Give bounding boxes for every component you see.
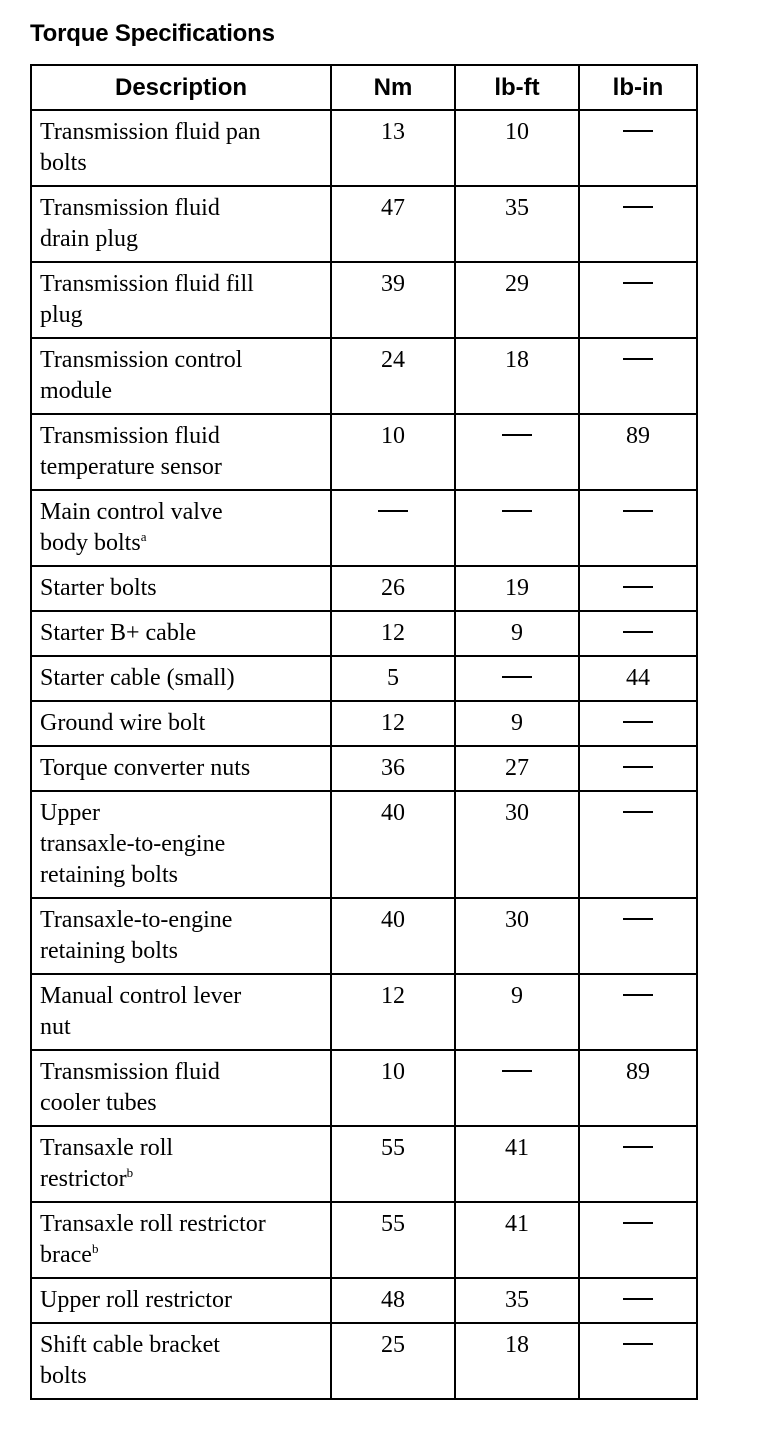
value-text: 13 xyxy=(381,119,405,145)
value-text: 9 xyxy=(511,710,523,736)
description-text: Transmission control xyxy=(40,347,243,373)
table-row xyxy=(31,746,697,791)
table-row xyxy=(31,1278,697,1323)
table-row xyxy=(31,110,697,186)
description-text: Transaxle-to-engine xyxy=(40,907,233,933)
value-text: 47 xyxy=(381,195,405,221)
lbin-value-cell xyxy=(579,656,697,701)
description-text: Upper roll restrictor xyxy=(40,1287,232,1313)
value-text: 12 xyxy=(381,710,405,736)
lbft-value-cell xyxy=(455,1323,579,1399)
dash-no-value xyxy=(623,1222,653,1224)
value-text: 48 xyxy=(381,1287,405,1313)
table-body xyxy=(31,110,697,1399)
description-cell xyxy=(31,746,331,791)
description-line xyxy=(40,1164,324,1195)
value-text: 18 xyxy=(505,1332,529,1358)
lbft-value-cell xyxy=(455,1278,579,1323)
lbft-value-cell xyxy=(455,611,579,656)
page-title: Torque Specifications xyxy=(30,20,275,47)
column-header-description: Description xyxy=(31,65,331,110)
nm-value-cell xyxy=(331,898,455,974)
value-text: 27 xyxy=(505,755,529,781)
dash-no-value xyxy=(623,631,653,633)
description-line xyxy=(40,573,324,604)
lbin-value-cell xyxy=(579,746,697,791)
dash-no-value xyxy=(623,766,653,768)
dash-no-value xyxy=(502,676,532,678)
description-text: Transmission fluid xyxy=(40,1059,220,1085)
nm-value-cell xyxy=(331,338,455,414)
value-text: 44 xyxy=(626,665,650,691)
dash-no-value xyxy=(623,1343,653,1345)
description-text: Torque converter nuts xyxy=(40,755,251,781)
lbin-value-cell xyxy=(579,1202,697,1278)
description-text: bolts xyxy=(40,1363,87,1389)
description-text: nut xyxy=(40,1014,71,1040)
lbin-value-cell xyxy=(579,701,697,746)
description-line xyxy=(40,829,324,860)
value-text: 89 xyxy=(626,423,650,449)
description-text: Main control valve xyxy=(40,499,223,525)
lbft-value-cell xyxy=(455,656,579,701)
table-row xyxy=(31,566,697,611)
lbin-value-cell xyxy=(579,262,697,338)
value-text: 89 xyxy=(626,1059,650,1085)
lbft-value-cell xyxy=(455,1202,579,1278)
description-cell xyxy=(31,186,331,262)
description-line xyxy=(40,376,324,407)
description-cell xyxy=(31,1278,331,1323)
description-line xyxy=(40,528,324,559)
nm-value-cell xyxy=(331,262,455,338)
description-line xyxy=(40,497,324,528)
description-line xyxy=(40,798,324,829)
dash-no-value xyxy=(502,434,532,436)
lbft-value-cell xyxy=(455,110,579,186)
dash-no-value xyxy=(623,1298,653,1300)
lbin-value-cell xyxy=(579,186,697,262)
lbin-value-cell xyxy=(579,611,697,656)
description-text: Starter cable (small) xyxy=(40,665,235,691)
lbin-value-cell xyxy=(579,338,697,414)
lbin-value-cell xyxy=(579,414,697,490)
nm-value-cell xyxy=(331,611,455,656)
column-header-lbft: lb-ft xyxy=(455,65,579,110)
lbft-value-cell xyxy=(455,898,579,974)
dash-no-value xyxy=(502,1070,532,1072)
column-header-nm: Nm xyxy=(331,65,455,110)
lbft-value-cell xyxy=(455,262,579,338)
description-line xyxy=(40,753,324,784)
description-line xyxy=(40,663,324,694)
lbin-value-cell xyxy=(579,1050,697,1126)
value-text: 35 xyxy=(505,1287,529,1313)
table-row xyxy=(31,974,697,1050)
table-row xyxy=(31,611,697,656)
description-line xyxy=(40,193,324,224)
description-text: Transmission fluid xyxy=(40,423,220,449)
lbft-value-cell xyxy=(455,1050,579,1126)
description-text: cooler tubes xyxy=(40,1090,157,1116)
description-line xyxy=(40,1330,324,1361)
lbft-value-cell xyxy=(455,791,579,898)
nm-value-cell xyxy=(331,656,455,701)
nm-value-cell xyxy=(331,490,455,566)
value-text: 30 xyxy=(505,800,529,826)
value-text: 35 xyxy=(505,195,529,221)
value-text: 29 xyxy=(505,271,529,297)
description-cell xyxy=(31,1202,331,1278)
description-text: drain plug xyxy=(40,226,138,252)
lbft-value-cell xyxy=(455,414,579,490)
description-cell xyxy=(31,1323,331,1399)
description-cell xyxy=(31,656,331,701)
dash-no-value xyxy=(623,206,653,208)
description-text: Upper xyxy=(40,800,100,826)
value-text: 25 xyxy=(381,1332,405,1358)
nm-value-cell xyxy=(331,1126,455,1202)
description-line xyxy=(40,1285,324,1316)
table-row xyxy=(31,338,697,414)
lbin-value-cell xyxy=(579,490,697,566)
dash-no-value xyxy=(623,358,653,360)
dash-no-value xyxy=(623,282,653,284)
table-row xyxy=(31,490,697,566)
value-text: 9 xyxy=(511,620,523,646)
description-cell xyxy=(31,974,331,1050)
lbin-value-cell xyxy=(579,1126,697,1202)
table-row xyxy=(31,262,697,338)
lbft-value-cell xyxy=(455,566,579,611)
description-line xyxy=(40,300,324,331)
description-cell xyxy=(31,490,331,566)
value-text: 40 xyxy=(381,907,405,933)
value-text: 26 xyxy=(381,575,405,601)
table-row xyxy=(31,1202,697,1278)
nm-value-cell xyxy=(331,746,455,791)
description-line xyxy=(40,905,324,936)
value-text: 10 xyxy=(381,423,405,449)
description-text: temperature sensor xyxy=(40,454,222,480)
description-cell xyxy=(31,701,331,746)
lbin-value-cell xyxy=(579,110,697,186)
description-line xyxy=(40,936,324,967)
dash-no-value xyxy=(623,586,653,588)
lbin-value-cell xyxy=(579,1323,697,1399)
dash-no-value xyxy=(623,811,653,813)
nm-value-cell xyxy=(331,1323,455,1399)
value-text: 40 xyxy=(381,800,405,826)
table-row xyxy=(31,656,697,701)
value-text: 30 xyxy=(505,907,529,933)
description-line xyxy=(40,224,324,255)
value-text: 18 xyxy=(505,347,529,373)
footnote-marker: b xyxy=(91,1241,99,1256)
table-row xyxy=(31,1323,697,1399)
value-text: 10 xyxy=(505,119,529,145)
description-line xyxy=(40,148,324,179)
description-cell xyxy=(31,414,331,490)
nm-value-cell xyxy=(331,186,455,262)
dash-no-value xyxy=(623,994,653,996)
value-text: 9 xyxy=(511,983,523,1009)
description-text: Transmission fluid fill xyxy=(40,271,254,297)
nm-value-cell xyxy=(331,110,455,186)
dash-no-value xyxy=(502,510,532,512)
description-cell xyxy=(31,611,331,656)
description-line xyxy=(40,117,324,148)
description-line xyxy=(40,860,324,891)
table-row xyxy=(31,898,697,974)
description-text: Starter bolts xyxy=(40,575,157,601)
description-text: plug xyxy=(40,302,83,328)
value-text: 5 xyxy=(387,665,399,691)
value-text: 55 xyxy=(381,1211,405,1237)
value-text: 12 xyxy=(381,620,405,646)
description-text: Starter B+ cable xyxy=(40,620,197,646)
nm-value-cell xyxy=(331,1050,455,1126)
lbft-value-cell xyxy=(455,701,579,746)
description-text: bolts xyxy=(40,150,87,176)
value-text: 41 xyxy=(505,1211,529,1237)
lbin-value-cell xyxy=(579,566,697,611)
lbft-value-cell xyxy=(455,746,579,791)
description-line xyxy=(40,1240,324,1271)
description-cell xyxy=(31,898,331,974)
torque-spec-table xyxy=(30,64,698,1400)
dash-no-value xyxy=(623,130,653,132)
description-line xyxy=(40,618,324,649)
description-cell xyxy=(31,791,331,898)
description-text: Transaxle roll xyxy=(40,1135,174,1161)
value-text: 24 xyxy=(381,347,405,373)
lbin-value-cell xyxy=(579,898,697,974)
table-header-row xyxy=(31,65,697,110)
description-text: Shift cable bracket xyxy=(40,1332,220,1358)
lbft-value-cell xyxy=(455,490,579,566)
description-text: transaxle-to-engine xyxy=(40,831,226,857)
description-line xyxy=(40,1361,324,1392)
description-line xyxy=(40,1012,324,1043)
description-cell xyxy=(31,566,331,611)
nm-value-cell xyxy=(331,566,455,611)
footnote-marker: a xyxy=(140,529,147,544)
nm-value-cell xyxy=(331,1278,455,1323)
description-line xyxy=(40,981,324,1012)
column-header-lbin: lb-in xyxy=(579,65,697,110)
description-line xyxy=(40,345,324,376)
table-row xyxy=(31,701,697,746)
description-cell xyxy=(31,110,331,186)
description-line xyxy=(40,1133,324,1164)
nm-value-cell xyxy=(331,1202,455,1278)
nm-value-cell xyxy=(331,414,455,490)
description-cell xyxy=(31,338,331,414)
lbft-value-cell xyxy=(455,338,579,414)
description-text: Transaxle roll restrictor xyxy=(40,1211,266,1237)
lbin-value-cell xyxy=(579,791,697,898)
description-text: Transmission fluid pan xyxy=(40,119,261,145)
dash-no-value xyxy=(378,510,408,512)
dash-no-value xyxy=(623,721,653,723)
value-text: 10 xyxy=(381,1059,405,1085)
table-row xyxy=(31,1126,697,1202)
nm-value-cell xyxy=(331,701,455,746)
value-text: 19 xyxy=(505,575,529,601)
description-cell xyxy=(31,1050,331,1126)
description-line xyxy=(40,708,324,739)
description-text: Transmission fluid xyxy=(40,195,220,221)
lbin-value-cell xyxy=(579,1278,697,1323)
lbft-value-cell xyxy=(455,1126,579,1202)
dash-no-value xyxy=(623,1146,653,1148)
dash-no-value xyxy=(623,510,653,512)
footnote-marker: b xyxy=(126,1165,134,1180)
value-text: 39 xyxy=(381,271,405,297)
description-text: brace xyxy=(40,1242,92,1268)
description-text: retaining bolts xyxy=(40,938,178,964)
description-line xyxy=(40,452,324,483)
nm-value-cell xyxy=(331,974,455,1050)
description-text: restrictor xyxy=(40,1166,127,1192)
description-text: Ground wire bolt xyxy=(40,710,206,736)
description-line xyxy=(40,1088,324,1119)
lbft-value-cell xyxy=(455,974,579,1050)
description-text: module xyxy=(40,378,112,404)
description-line xyxy=(40,269,324,300)
table-row xyxy=(31,791,697,898)
description-line xyxy=(40,1057,324,1088)
value-text: 12 xyxy=(381,983,405,1009)
description-text: Manual control lever xyxy=(40,983,242,1009)
lbin-value-cell xyxy=(579,974,697,1050)
description-text: body bolts xyxy=(40,530,141,556)
value-text: 41 xyxy=(505,1135,529,1161)
nm-value-cell xyxy=(331,791,455,898)
value-text: 55 xyxy=(381,1135,405,1161)
description-line xyxy=(40,421,324,452)
table-row xyxy=(31,1050,697,1126)
description-cell xyxy=(31,1126,331,1202)
description-cell xyxy=(31,262,331,338)
description-text: retaining bolts xyxy=(40,862,178,888)
table-row xyxy=(31,414,697,490)
dash-no-value xyxy=(623,918,653,920)
description-line xyxy=(40,1209,324,1240)
value-text: 36 xyxy=(381,755,405,781)
table-row xyxy=(31,186,697,262)
lbft-value-cell xyxy=(455,186,579,262)
